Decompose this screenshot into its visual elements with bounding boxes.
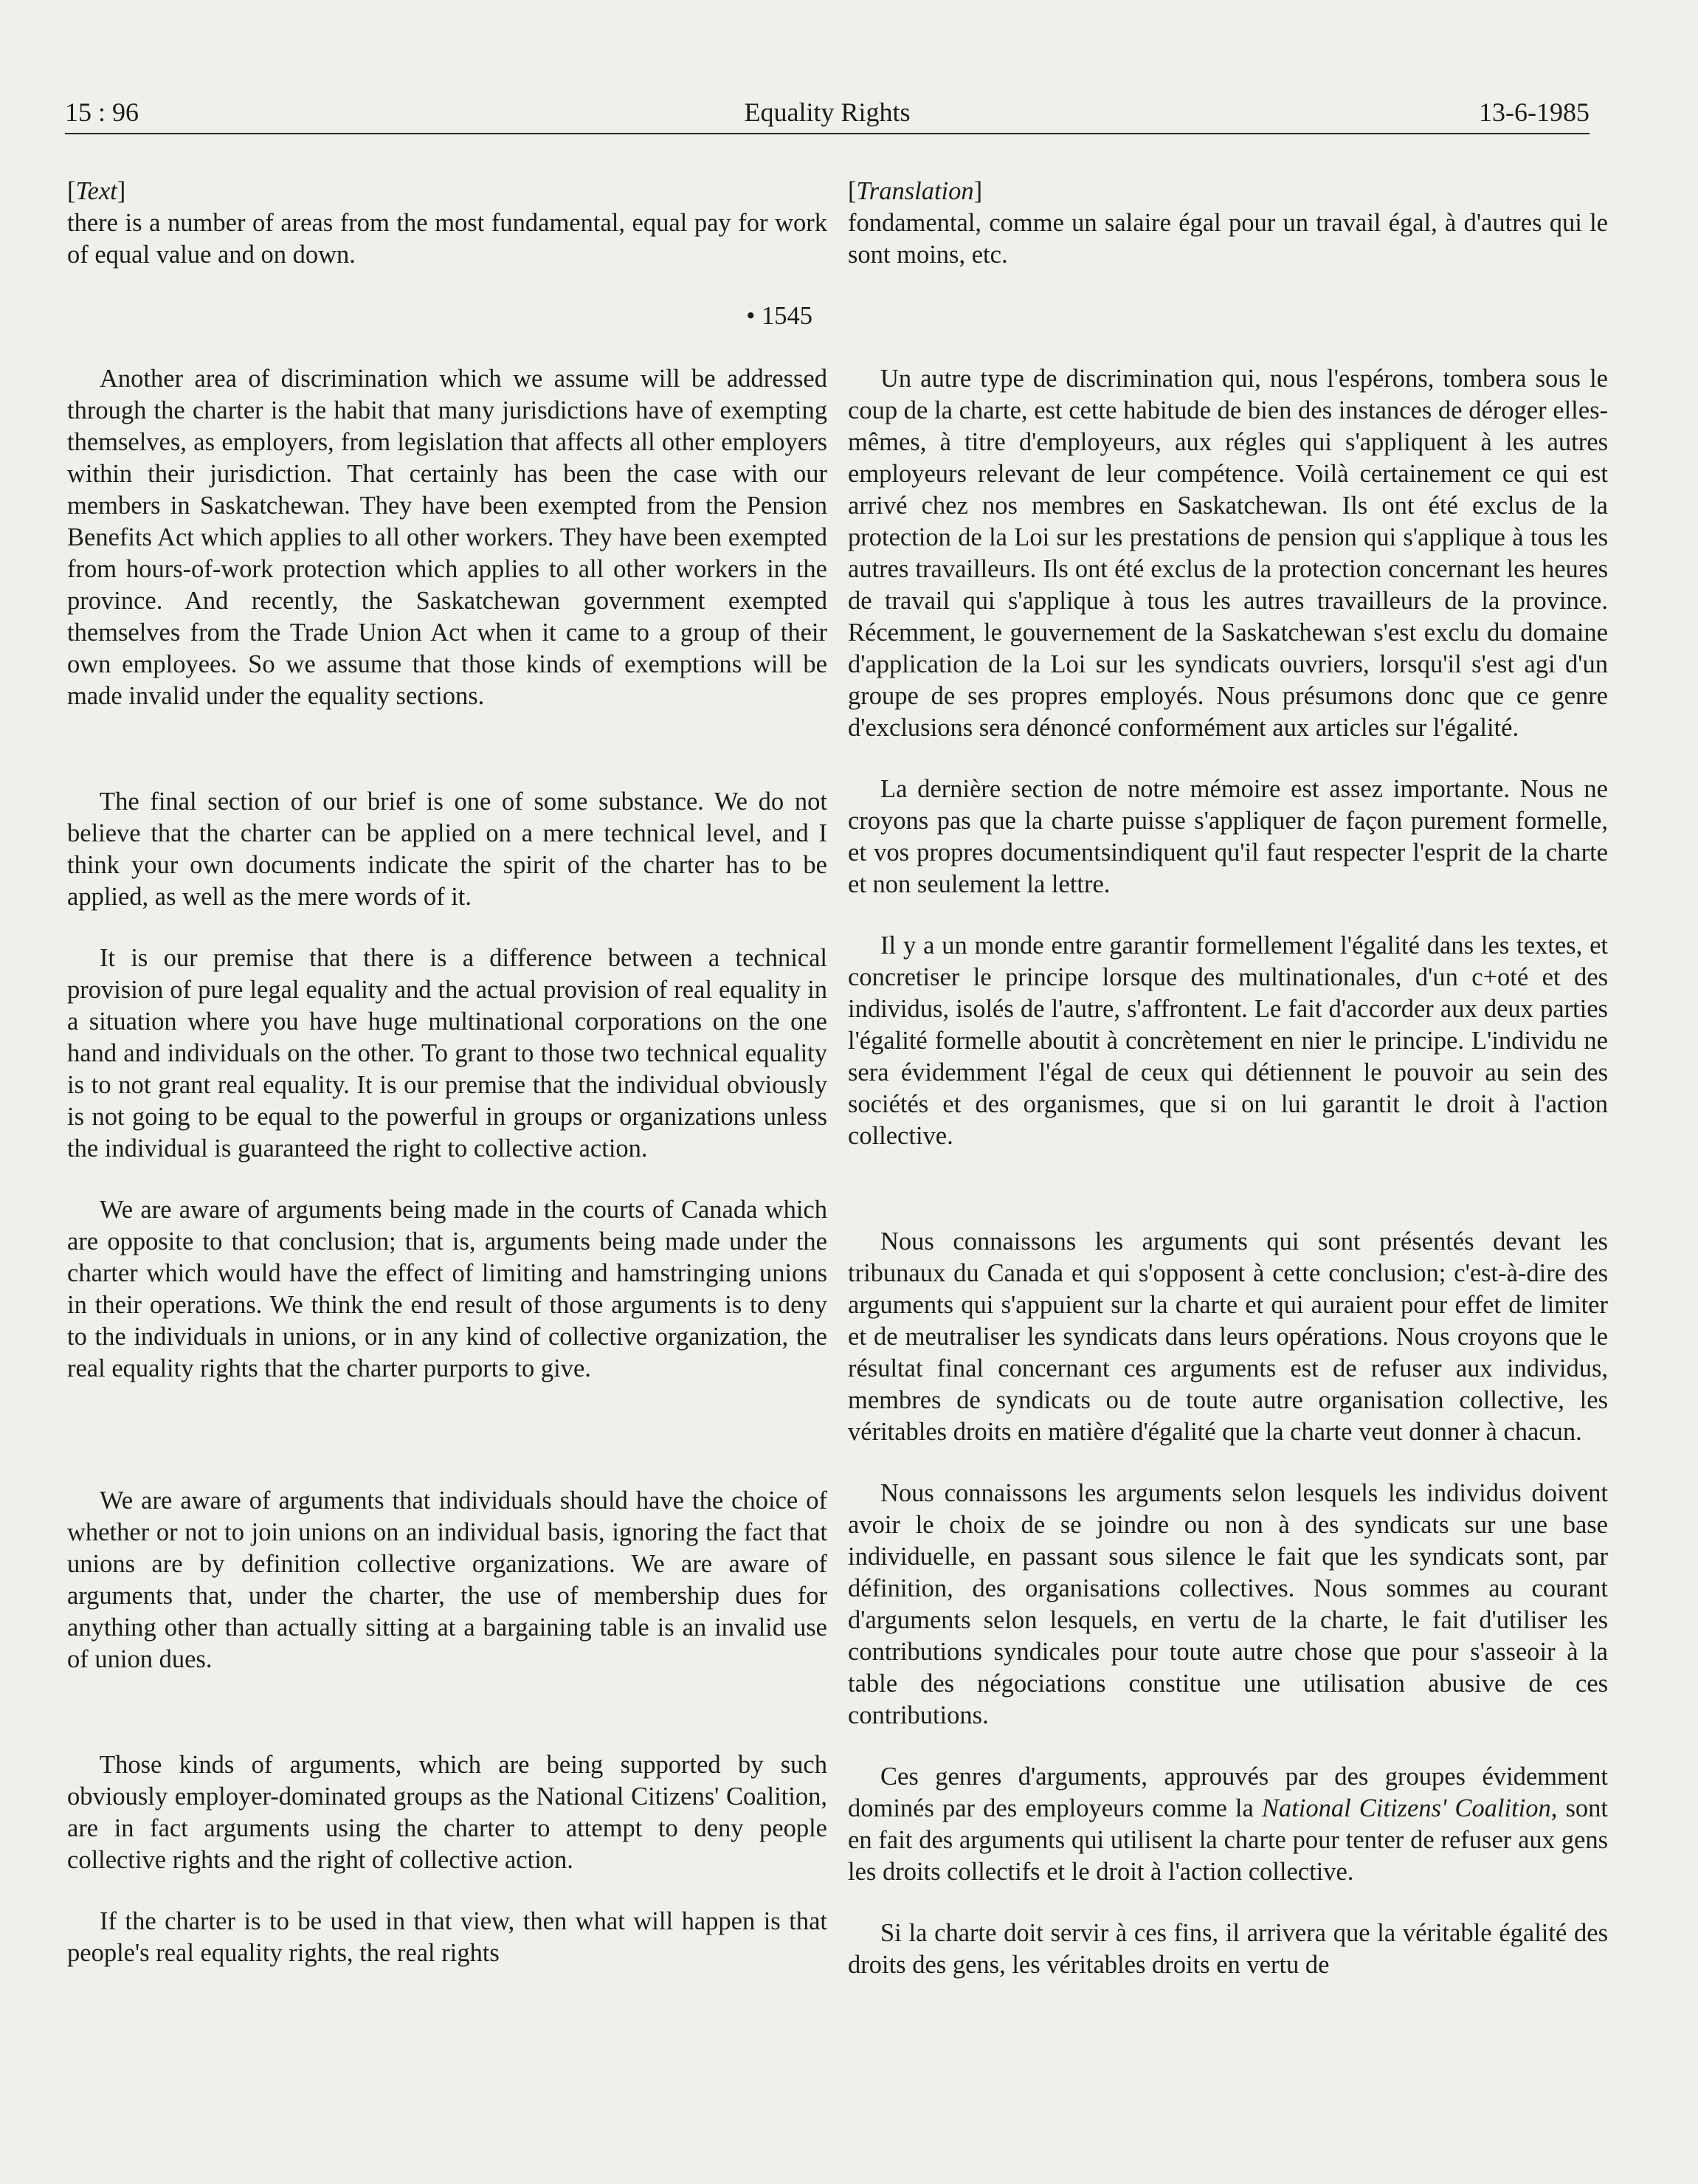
- sitting-date: 13-6-1985: [1479, 97, 1590, 127]
- paragraph: Il y a un monde entre garantir formellement l'égalité dans les textes, et concretiser le principe lorsque des multinationales, d'un c+oté et des individus, isolés de l'autre, s'affrontent. Le fait d'accorder aux deux parties l'égalité formelle aboutit à concrètement en nier le principe. L'individu ne sera évidemment l'égal de ceux qui détiennent le pouvoir au sein des sociétés et des organismes, que si on lui garantit le droit à l'action collective.: [848, 931, 1608, 1150]
- paragraph: La dernière section de notre mémoire est assez importante. Nous ne croyons pas que la charte puisse s'appliquer de façon purement formelle, et vos propres documentsindiquent qu'il faut respecter l'esprit de la charte et non seulement la lettre.: [848, 775, 1608, 898]
- paragraph: The final section of our brief is one of some substance. We do not believe that the charter can be applied on a mere technical level, and I think your own documents indicate the spirit of the charter has to be applied, as well as the mere words of it.: [67, 788, 827, 911]
- paragraph: It is our premise that there is a difference between a technical provision of pure legal equality and the actual provision of real equality in a situation where you have huge multinational corporations on the one hand and individuals on the other. To grant to those two technical equality is to not grant real equality. It is our premise that the individual obviously is not going to be equal to the powerful in groups or organizations unless the individual is guaranteed the right to collective action.: [67, 944, 827, 1162]
- translation-label: [Translation]: [848, 177, 983, 205]
- paragraph: Those kinds of arguments, which are being supported by such obviously employer-dominated groups as the National Citizens' Coalition, are in fact arguments using the charter to attempt to deny people collective rights and the right of collective action.: [67, 1751, 827, 1874]
- paragraph: Ces genres d'arguments, approuvés par des groupes évidemment dominés par des employeurs comme la National Citizens' Coalition, sont en fait des arguments qui utilisent la charte pour tenter de refuser aux gens les droits collectifs et le droit à l'action collective.: [848, 1763, 1609, 1886]
- running-title: Equality Rights: [744, 97, 911, 127]
- page-number: 15 : 96: [65, 97, 139, 127]
- paragraph: Another area of discrimination which we assume will be addressed through the charter is the habit that many jurisdictions have of exempting themselves, as employers, from legislation that affects all other employers within their jurisdiction. That certainly has been the case with our members in Saskatchewan. They have been exempted from the Pension Benefits Act which applies to all other workers. They have been exempted from hours-of-work protection which applies to all other workers in the province. And recently, the Saskatchewan government exempted themselves from the Trade Union Act when it came to a group of their own employees. So we assume that those kinds of exemptions will be made invalid under the equality sections.: [67, 365, 827, 710]
- time-stamp: • 1545: [746, 302, 812, 330]
- paragraph: If the charter is to be used in that view, then what will happen is that people's real equality rights, the real rights: [67, 1907, 827, 1967]
- paragraph: there is a number of areas from the most fundamental, equal pay for work of equal value and on down.: [67, 209, 827, 269]
- paragraph: Si la charte doit servir à ces fins, il arrivera que la véritable égalité des droits des gens, les véritables droits en vertu de: [848, 1919, 1608, 1979]
- french-column: [848, 176, 1608, 2011]
- paragraph: fondamental, comme un salaire égal pour un travail égal, à d'autres qui le sont moins, etc.: [848, 209, 1608, 269]
- page-header: [65, 94, 1590, 134]
- paragraph: Nous connaissons les arguments selon lesquels les individus doivent avoir le choix de se joindre ou non à des syndicats sur une base individuelle, en passant sous silence le fait que les syndicats sont, par définition, des organisations collectives. Nous sommes au courant d'arguments selon lesquels, en vertu de la charte, le fait d'utiliser les contributions syndicales pour toute autre chose que pour s'asseoir à la table des négociations constitue une utilisation abusive de ces contributions.: [848, 1479, 1608, 1729]
- organization-name: National Citizens' Coalition: [1261, 1794, 1551, 1822]
- paragraph: Un autre type de discrimination qui, nous l'espérons, tombera sous le coup de la charte, est cette habitude de bien des instances de déroger elles-mêmes, à titre d'employeurs, aux régles qui s'appliquent à les autres employeurs relevant de leur compétence. Voilà certainement ce qui est arrivé chez nos membres en Saskatchewan. Ils ont été exclus de la protection de la Loi sur les prestations de pension qui s'applique à tous les autres travailleurs. Ils ont été exclus de la protection concernant les heures de travail qui s'applique à tous les autres travailleurs de la province. Récemment, le gouvernement de la Saskatchewan s'est exclu du domaine d'application de la Loi sur les syndicats ouvriers, lorsqu'il s'est agi d'un groupe de ses propres employés. Nous présumons donc que ce genre d'exclusions sera dénoncé conformément aux articles sur l'égalité.: [848, 365, 1608, 742]
- paragraph: We are aware of arguments being made in the courts of Canada which are opposite to that conclusion; that is, arguments being made under the charter which would have the effect of limiting and hamstringing unions in their operations. We think the end result of those arguments is to deny to the individuals in unions, or in any kind of collective organization, the real equality rights that the charter purports to give.: [67, 1196, 827, 1382]
- text-label: [Text]: [67, 177, 126, 205]
- paragraph: Nous connaissons les arguments qui sont présentés devant les tribunaux du Canada et qui s'opposent à cette conclusion; c'est-à-dire des arguments qui s'appuient sur la charte et qui auraient pour effet de limiter et de meutraliser les syndicats dans leurs opérations. Nous croyons que le résultat final concernant ces arguments est de refuser aux individus, membres de syndicats ou de toute autre organisation collective, les véritables droits en matière d'égalité que la charte veut donner à chacun.: [848, 1227, 1608, 1446]
- english-column: [67, 176, 827, 1999]
- paragraph: We are aware of arguments that individuals should have the choice of whether or not to join unions on an individual basis, ignoring the fact that unions are by definition collective organizations. We are aware of arguments that, under the charter, the use of membership dues for anything other than actually sitting at a bargaining table is an invalid use of union dues.: [67, 1487, 827, 1673]
